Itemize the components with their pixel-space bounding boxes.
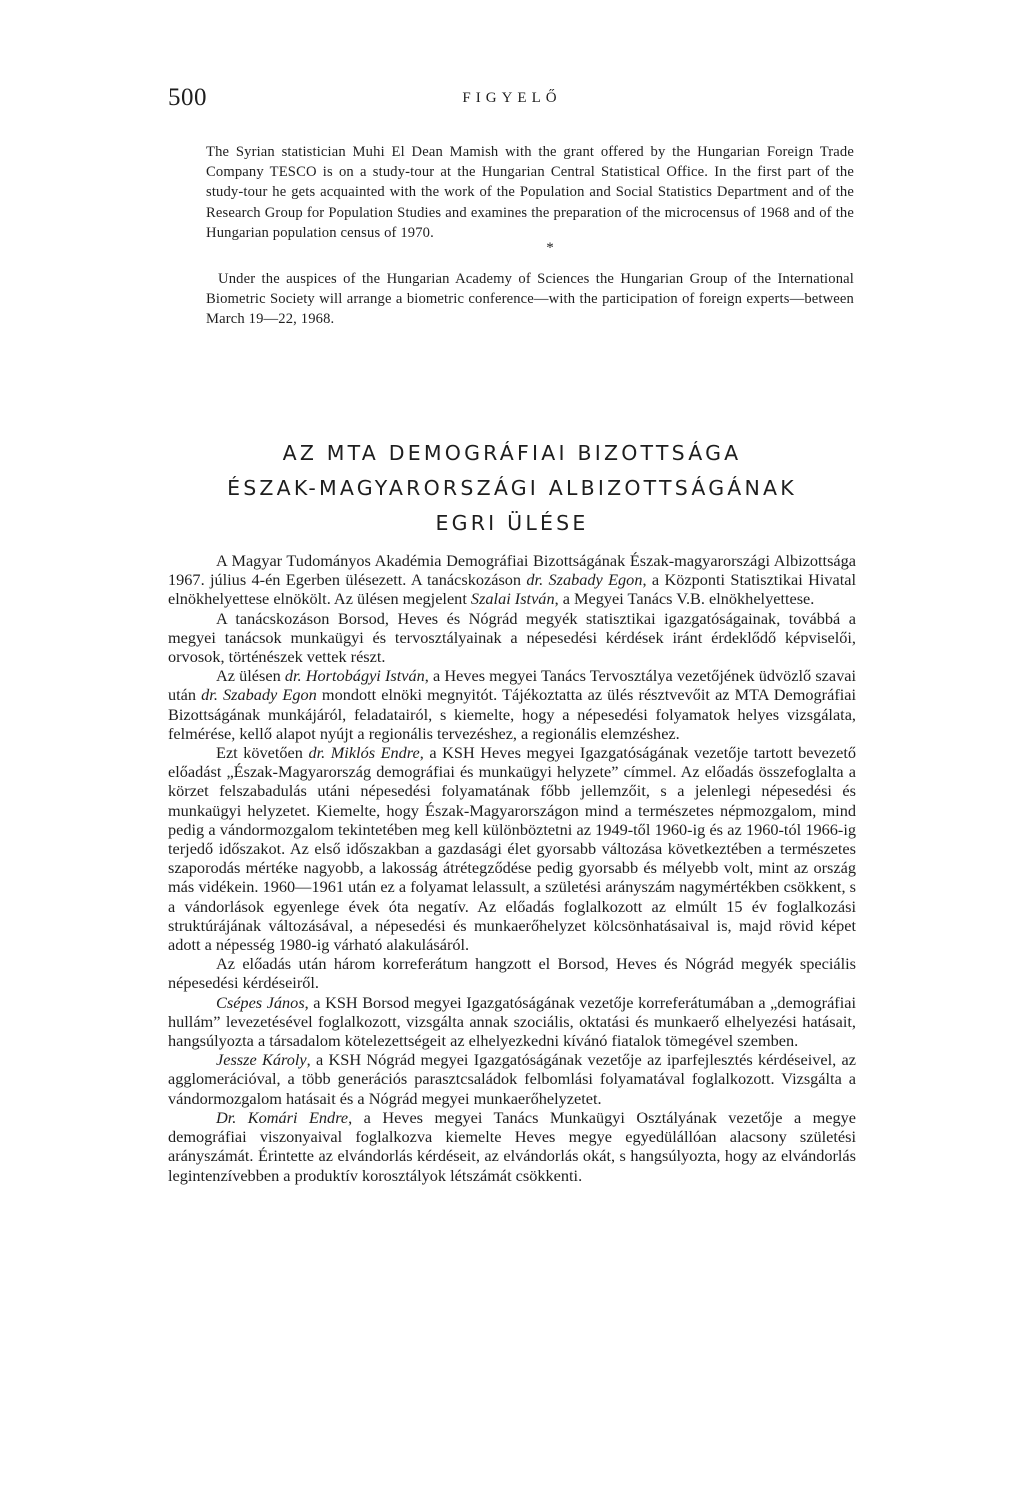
text-run: , a KSH Borsod megyei Igazgatóságának vezetője korreferátumában a „demográfiai hullám” levezetésével foglalkozott, vizsgálta annak szociális, oktatási és munkaerő elhelyezési hatásait, hangsúlyozta a társadalom kötelezettségeit az elhelyezkedni kívánó fiatalok tömegével szemben. — [168, 992, 856, 1051]
person-name: dr. Szabady Egon — [526, 570, 643, 590]
page-number: 500 — [168, 84, 207, 111]
person-name: dr. Miklós Endre — [308, 743, 420, 763]
article-paragraph — [168, 743, 856, 954]
text-run: , a KSH Heves megyei Igazgatóságának vezetője tartott bevezető előadást „Észak-Magyarország demográfiai és munkaügyi helyzete” címmel. Az előadás összefoglalta a körzet felszabadulás utáni népesedési folyamatának főbb jellemzőit, s a jelenlegi népesedési és munkaügyi helyzetet. Kiemelte, hogy Észak-Magyarországon mind a természetes népmozgalom, mind pedig a vándormozgalom tekintetében meg kell különböztetni az 1949-től 1960-ig és az 1960-tól 1966-ig terjedő időszakot. Az első időszakban a gazdasági élet gyorsabb változása következtében a természetes szaporodás mértéke nagyobb, a lakosság átrétegződése pedig gyorsabb és mélyebb volt, mint az ország más vidékein. 1960—1961 után ez a folyamat lelassult, a születési arányszám nagymértékben csökkent, s a vándorlások egyenlege évek óta negatív. Az előadás foglalkozott az elmúlt 15 év foglalkozási struktúrájának változásával, a népesedési és munkaerőhelyzet kölcsönhatásaival is, majd rövid képet adott a népesség 1980-ig várható alakulásáról. — [168, 743, 856, 955]
article-paragraph — [168, 609, 856, 667]
text-run: , a Központi Statisztikai Hivatal elnökhelyettese elnökölt. Az ülésen megjelent — [168, 570, 856, 609]
article-body — [168, 551, 856, 1185]
article-title — [168, 436, 856, 541]
title-line: AZ MTA DEMOGRÁFIAI BIZOTTSÁGA — [282, 441, 742, 465]
text-run: Az ülésen — [216, 666, 285, 686]
running-head: FIGYELŐ — [462, 90, 562, 106]
article-paragraph — [168, 1108, 856, 1185]
text-run: A Magyar Tudományos Akadémia Demográfiai Bizottságának Észak-magyarországi Albizottsága 1967. július 4-én Egerben ülésezett. A tanácskozáson — [168, 551, 856, 590]
note-paragraph: The Syrian statistician Muhi El Dean Mamish with the grant offered by the Hungarian Foreign Trade Company TESCO is on a study-tour at the Hungarian Central Statistical Office. In the first part of the study-tour he gets acquainted with the work of the Population and Social Statistics Department and of the Research Group for Population Studies and examines the preparation of the microcensus of 1968 and of the Hungarian population census of 1970. — [206, 144, 854, 241]
article-paragraph — [168, 551, 856, 609]
article-paragraph — [168, 1050, 856, 1108]
person-name: Csépes János — [216, 992, 305, 1012]
person-name: Dr. Komári Endre — [216, 1107, 349, 1127]
person-name: dr. Szabady Egon — [201, 685, 317, 705]
article-paragraph — [168, 954, 856, 992]
note-separator: * — [546, 240, 554, 257]
text-run: A tanácskozáson Borsod, Heves és Nógrád megyék statisztikai igazgatóságainak, továbbá a megyei tanácsok munkaügyi és tervosztályainak a népesedési kérdések iránt érdeklődő képviselői, orvosok, történészek vettek részt. — [168, 608, 856, 667]
note-paragraph: Under the auspices of the Hungarian Academy of Sciences the Hungarian Group of the International Biometric Society will arrange a biometric conference—with the participation of foreign experts—between March 19—22, 1968. — [206, 271, 854, 328]
article-paragraph — [168, 666, 856, 743]
title-line: EGRI ÜLÉSE — [435, 511, 589, 535]
text-run: Ezt követően — [216, 743, 309, 763]
news-notes — [206, 142, 854, 330]
text-run: , a Heves megyei Tanács Munkaügyi Osztályának vezetője a megye demográfiai viszonyaival foglalkozva kiemelte Heves megye egyedülállóan alacsony születési arányszámát. Érintette az elvándorlás kérdéseit, az elvándorlás okát, s hangsúlyozta, hogy az elvándorlás legintenzívebben a produktív korosztályok létszámát csökkenti. — [168, 1107, 856, 1185]
text-run: , a KSH Nógrád megyei Igazgatóságának vezetője az iparfejlesztés kérdéseivel, az agglomerációval, a több generációs parasztcsaládok felbomlási folyamatával foglalkozott. Vizsgálta a vándormozgalom hatásait és a Nógrád megyei munkaerőhelyzetet. — [168, 1050, 856, 1108]
text-run: Az előadás után három korreferátum hangzott el Borsod, Heves és Nógrád megyék speciális népesedési kérdéseiről. — [168, 954, 856, 993]
text-run: , a Megyei Tanács V.B. elnökhelyettese. — [554, 589, 815, 609]
text-run: , a Heves megyei Tanács Tervosztálya vezetőjének üdvözlő szavai után — [168, 666, 856, 705]
page-header — [168, 84, 856, 118]
person-name: Szalai István — [470, 589, 555, 609]
article-paragraph — [168, 993, 856, 1051]
person-name: dr. Hortobágyi István — [284, 666, 425, 686]
text-run: mondott elnöki megnyitót. Tájékoztatta az ülés résztvevőit az MTA Demográfiai Bizottságának munkájáról, feladatairól, s kiemelte, hogy a népesedési folyamatok helyes vizsgálata, felmérése, kellő alapot nyújt a regionális tervezéshez, a regionális elemzéshez. — [168, 685, 857, 743]
person-name: Jessze Károly — [216, 1050, 307, 1070]
title-line: ÉSZAK-MAGYARORSZÁGI ALBIZOTTSÁGÁNAK — [227, 476, 797, 500]
